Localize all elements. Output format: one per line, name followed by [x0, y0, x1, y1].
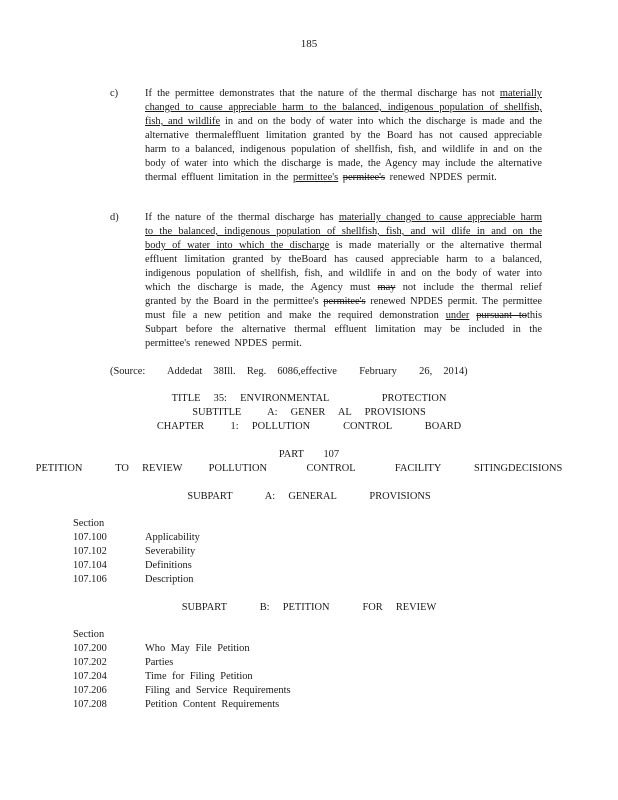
paragraph-d-text: [145, 211, 542, 351]
inserted-text: materially changed to cause appreciable harm to the balanced, indigenous population of shellfish, fish, and wildlife: [145, 88, 542, 127]
inserted-text: permittee's: [293, 172, 339, 183]
source-note: (Source: Addedat 38Ill. Reg. 6086,effective February 26, 2014): [110, 366, 468, 377]
inserted-text: under: [445, 310, 470, 321]
section-number: 107.102: [73, 546, 107, 557]
list-item: [73, 531, 373, 545]
section-title: Parties: [145, 657, 174, 668]
list-item: [73, 656, 373, 670]
section-title: Definitions: [145, 560, 192, 571]
text-run: If the nature of the thermal discharge has: [145, 212, 339, 223]
section-title: Severability: [145, 546, 196, 557]
list-item: [73, 684, 373, 698]
paragraph-d-label: d): [110, 212, 119, 223]
title-line: TITLE 35: ENVIRONMENTAL PROTECTION: [171, 393, 447, 404]
deleted-text: permitee's: [323, 296, 366, 307]
text-run: is made materially or the alternative thermal effluent limitation granted by theBoard has caused appreciable harm to a balanced, indigenous population of shellfish, fish, and wildlife in and on the body of water into which the discharge is made, the Agency must: [145, 240, 542, 293]
text-run: renewed NPDES permit. The permittee must file a new petition and make the required demonstration: [145, 296, 542, 321]
chapter-line: CHAPTER 1: POLLUTION CONTROL BOARD: [156, 421, 462, 432]
subpart-a-heading: SUBPART A: GENERAL PROVISIONS: [187, 491, 431, 502]
section-number: 107.106: [73, 574, 107, 585]
list-item: [73, 545, 373, 559]
deleted-text: permitee's: [342, 172, 386, 183]
list-item: [73, 642, 373, 656]
section-number: 107.202: [73, 657, 107, 668]
part-number: PART 107: [278, 449, 340, 460]
section-number: 107.200: [73, 643, 107, 654]
list-item: [73, 573, 373, 587]
section-label: Section: [73, 518, 105, 529]
deleted-text: pursuant to: [476, 310, 527, 321]
deleted-text: may: [377, 282, 396, 293]
section-number: 107.206: [73, 685, 107, 696]
section-title: Time for Filing Petition: [145, 671, 253, 682]
section-title: Petition Content Requirements: [145, 699, 280, 710]
list-item: [73, 698, 373, 712]
paragraph-c: [110, 87, 542, 185]
subpart-a-section-list: [73, 531, 373, 587]
section-number: 107.208: [73, 699, 107, 710]
subtitle-line: SUBTITLE A: GENER AL PROVISIONS: [192, 407, 426, 418]
section-title: Filing and Service Requirements: [145, 685, 291, 696]
text-run: not include the thermal relief granted by the Board in the permittee's: [145, 282, 542, 307]
text-run: this Subpart before the alternative thermal effluent limitation may be included in the permittee's renewed NPDES permit.: [145, 310, 542, 349]
inserted-text: materially changed to cause appreciable harm to the balanced, indigenous population of shellfish, fish, and wil dlife in and on the body of water into which the discharge: [145, 212, 542, 251]
list-item: [73, 670, 373, 684]
section-title: Applicability: [145, 532, 200, 543]
text-run: If the permittee demonstrates that the nature of the thermal discharge has not: [145, 88, 500, 99]
paragraph-c-label: c): [110, 88, 119, 99]
subpart-b-section-list: [73, 642, 373, 712]
section-number: 107.204: [73, 671, 107, 682]
section-title: Who May File Petition: [145, 643, 250, 654]
page-number: 185: [300, 38, 318, 50]
section-number: 107.104: [73, 560, 107, 571]
text-run: renewed NPDES permit.: [385, 172, 497, 183]
section-label: Section: [73, 629, 105, 640]
paragraph-d: [110, 211, 542, 351]
subpart-b-heading: SUBPART B: PETITION FOR REVIEW: [181, 602, 437, 613]
section-number: 107.100: [73, 532, 107, 543]
section-title: Description: [145, 574, 194, 585]
paragraph-c-text: [145, 87, 542, 185]
list-item: [73, 559, 373, 573]
part-name: PETITION TO REVIEW POLLUTION CONTROL FACILITY SITINGDECISIONS: [35, 463, 563, 474]
text-run: in and on the body of water into which the discharge is made and the alternative thermaleffluent limitation granted by the Board has not caused appreciable harm to a balanced, indigenous population of shellfish, fish, and wildlife in and on the body of water into which the discharge is made, the Agency may include the alternative thermal effluent limitation in the: [145, 116, 543, 183]
